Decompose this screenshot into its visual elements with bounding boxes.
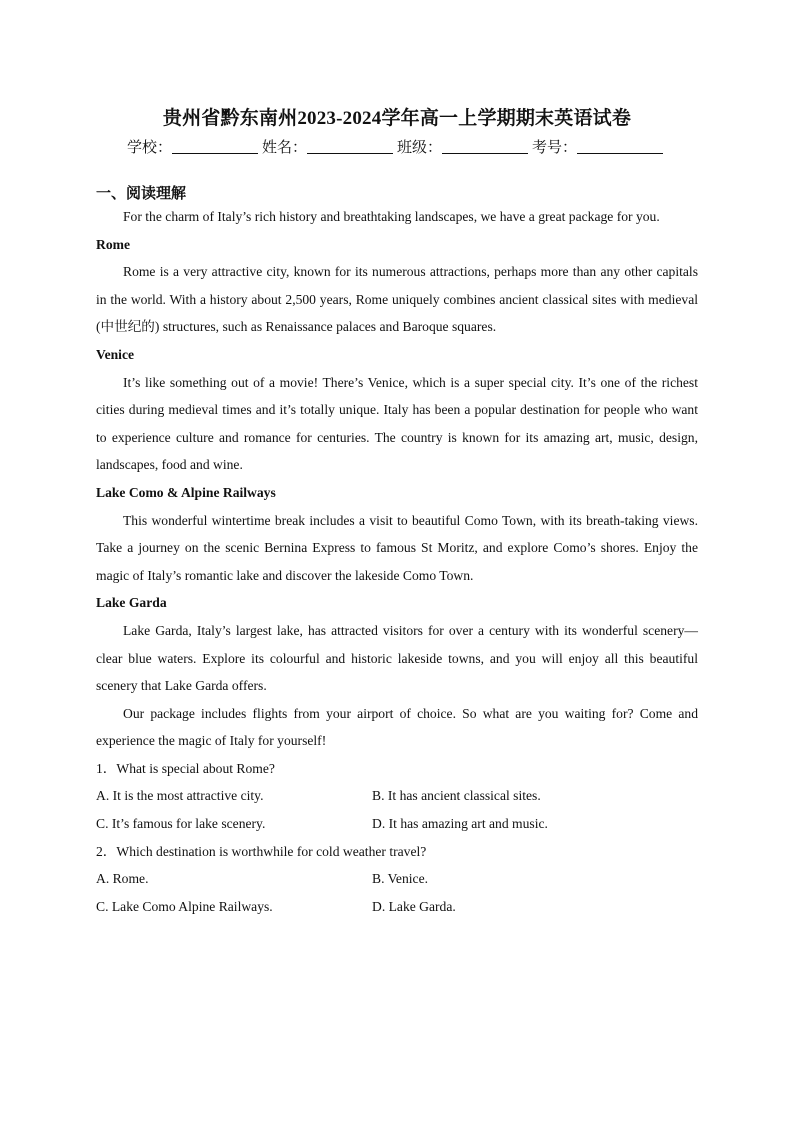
option-a[interactable]: A. It is the most attractive city.	[96, 788, 264, 804]
option-b[interactable]: B. Venice.	[372, 871, 429, 887]
option-b[interactable]: B. It has ancient classical sites.	[372, 788, 541, 804]
option-c[interactable]: C. Lake Como Alpine Railways.	[96, 898, 273, 914]
school-blank[interactable]	[172, 139, 258, 154]
option-c[interactable]: C. It’s famous for lake scenery.	[96, 816, 266, 832]
section-title: 一、阅读理解	[96, 184, 187, 202]
name-blank[interactable]	[307, 139, 393, 154]
exam-number-blank[interactable]	[577, 139, 663, 154]
question-options-row	[96, 865, 698, 893]
question-stem: 2．Which destination is worthwhile for cold weather travel?	[96, 843, 427, 859]
como-heading: Lake Como & Alpine Railways	[96, 484, 276, 500]
venice-paragraph: It’s like something out of a movie! There’s Venice, which is a super special city. It’s one of the richest cities during medieval times and it’s totally unique. Italy has been a popular destination for people who want to experience culture and romance for centuries. The country is known for its amazing art, music, design, landscapes, food and wine.	[96, 374, 698, 473]
como-paragraph: This wonderful wintertime break includes a visit to beautiful Como Town, with its breath-taking views. Take a journey on the scenic Bernina Express to famous St Moritz, and explore Como’s shores. Enjoy the magic of Italy’s romantic lake and discover the lakeside Como Town.	[96, 512, 698, 583]
garda-paragraph: Lake Garda, Italy’s largest lake, has attracted visitors for over a century with its wonderful scenery—clear blue waters. Explore its colourful and historic lakeside towns, and you will enjoy all this beautiful scenery that Lake Garda offers.	[96, 622, 698, 694]
question-stem: 1．What is special about Rome?	[96, 760, 275, 776]
exam-title: 贵州省黔东南州2023-2024学年高一上学期期末英语试卷	[162, 108, 632, 129]
option-d[interactable]: D. Lake Garda.	[372, 898, 456, 914]
question-options-row	[96, 810, 698, 838]
closing-paragraph: Our package includes flights from your airport of choice. So what are you waiting for? Come and experience the magic of Italy for yourself!	[96, 705, 698, 749]
garda-heading: Lake Garda	[96, 595, 167, 611]
option-a[interactable]: A. Rome.	[96, 871, 149, 887]
school-label: 学校：	[126, 138, 172, 156]
intro-paragraph: For the charm of Italy’s rich history and breathtaking landscapes, we have a great package for you.	[123, 209, 660, 224]
venice-heading: Venice	[96, 346, 135, 362]
rome-heading: Rome	[96, 236, 130, 252]
rome-paragraph: Rome is a very attractive city, known for its numerous attractions, perhaps more than any other capitals in the world. With a history about 2,500 years, Rome uniquely combines ancient classical sites with medieval (中世纪的) structures, such as Renaissance palaces and Baroque squares.	[96, 264, 698, 335]
student-info-line	[0, 136, 794, 157]
question-options-row	[96, 782, 698, 810]
reading-passage	[96, 203, 698, 920]
exam-number-label: 考号：	[532, 138, 578, 156]
question-options-row	[96, 893, 698, 921]
option-d[interactable]: D. It has amazing art and music.	[372, 816, 548, 832]
class-label: 班级：	[397, 138, 443, 156]
class-blank[interactable]	[442, 139, 528, 154]
name-label: 姓名：	[261, 138, 307, 156]
